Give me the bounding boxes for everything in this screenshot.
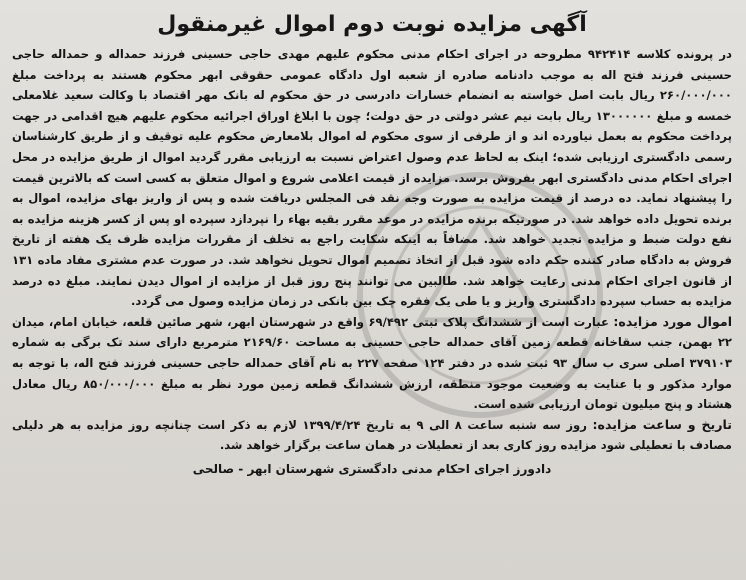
datetime-paragraph	[12, 415, 732, 456]
notice-body	[12, 44, 732, 456]
datetime-description: روز سه شنبه ساعت ۸ الی ۹ به تاریخ ۱۳۹۹/۴/۲۴ لازم به ذکر است چنانچه روز مزایده به هر دلیلی مصادف با تعطیلی شود مزایده روز کاری بعد از تعطیلات در همان ساعت برگزار خواهد شد.	[12, 417, 732, 453]
property-paragraph	[12, 312, 732, 415]
property-description: عبارت است از ششدانگ پلاک ثبتی ۶۹/۴۹۲ واقع در شهرستان ابهر، شهر صائین قلعه، خیابان امام، میدان ۲۲ بهمن، جنب سقاخانه قطعه زمین آقای حمداله حاجی حسینی به مساحت ۲۱۶۹/۶۰ مترمربع دارای سند تک برگی به شماره ۳۷۹۱۰۳ اصلی سری ب سال ۹۳ ثبت شده در دفتر ۱۲۴ صفحه ۲۲۷ به نام آقای حمداله حاجی حسینی فرزند فتح اله، با توجه به موارد مذکور و با عنایت به وضعیت موجود منطقه، ارزش ششدانگ قطعه زمین مورد نظر به مبلغ ۸۵۰/۰۰۰/۰۰۰ ریال معادل هشتاد و پنج میلیون تومان ارزیابی شده است.	[12, 314, 733, 412]
property-label: اموال مورد مزایده:	[613, 313, 733, 329]
signature-line: دادورز اجرای احکام مدنی دادگستری شهرستان ابهر - صالحی	[192, 461, 552, 476]
notice-title: آگهی مزایده نوبت دوم اموال غیرمنقول	[157, 12, 587, 37]
notice-main-paragraph: در پرونده کلاسه ۹۴۲۴۱۴ مطروحه در اجرای احکام مدنی محکوم علیهم مهدی حاجی حسینی فرزند حمداله و حمداله حاجی حسینی فرزند فتح اله به موجب دادنامه صادره از شعبه اول دادگاه عمومی حقوقی ابهر محکوم هستند به پرداخت مبلغ ۲۶۰/۰۰۰/۰۰۰ ریال بابت اصل خواسته به انضمام خسارات دادرسی در حق محکوم له بانک مهر اقتصاد با وکالت سعید غلامعلی خمسه و مبلغ ۱۳۰۰۰۰۰۰ ریال بابت نیم عشر دولتی در حق دولت؛ چون با ابلاغ اوراق اجرائیه محکوم علیهم هیچ اقدامی در جهت پرداخت محکوم به بعمل نیاورده اند و از طرفی از سوی محکوم له اموال بلامعارض محکوم علیه توقیف و از طریق کارشناسان رسمی دادگستری ارزیابی شده؛ اینک به لحاظ عدم وصول اعتراض نسبت به ارزیابی مقرر گردید اموال از طریق مزایده در محل اجرای احکام مدنی دادگستری ابهر بفروش برسد. مزایده از قیمت اعلامی شروع و اموال متعلق به کسی است که بالاترین قیمت را پیشنهاد نماید. ده درصد از قیمت مزایده به صورت وجه نقد فی المجلس دریافت شده و پس از واریز بهای مزایده، اموال به برنده تحویل داده خواهد شد. در صورتیکه برنده مزایده در موعد مقرر بقیه بهاء را نپردازد سپرده او پس از کسر هزینه مزایده به نفع دولت ضبط و مزایده تجدید خواهد شد. مضافاً به اینکه شکایت راجع به تخلف از مقررات مزایده ظرف یک هفته از تاریخ فروش به دادگاه صادر کننده حکم داده شود قبل از اتخاذ تصمیم اموال تحویل نخواهد شد. در صورت عدم مشتری مفاد ماده ۱۳۱ از قانون اجرای احکام مدنی رعایت خواهد شد. طالبین می توانند پنج روز قبل از مزایده از اموال دیدن نمایند. مبلغ ده درصد مزایده به حساب سپرده دادگستری واریز و یا طی یک فقره چک بین بانکی در زمان مزایده وصول می گردد.	[12, 47, 732, 309]
datetime-label: تاریخ و ساعت مزایده:	[592, 416, 732, 432]
